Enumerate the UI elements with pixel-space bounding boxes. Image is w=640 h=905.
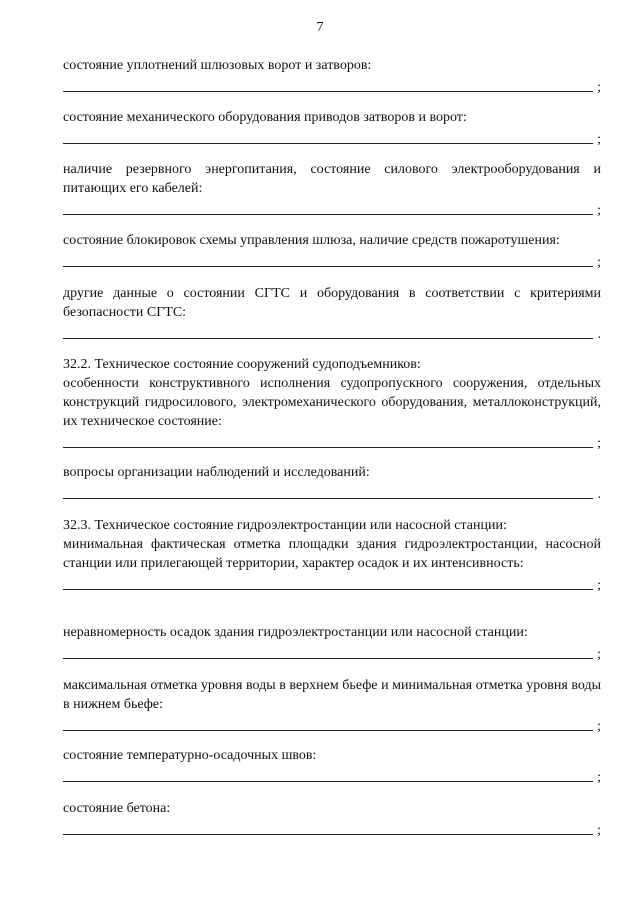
fill-in-line (63, 573, 601, 593)
fill-in-line (63, 642, 601, 662)
fill-in-line (63, 714, 601, 734)
underline (63, 730, 593, 731)
line-end-mark: . (597, 327, 601, 342)
field-backup-power (63, 160, 601, 218)
fill-in-line (63, 431, 601, 451)
line-end-mark: . (597, 487, 601, 502)
underline (63, 214, 593, 215)
field-other-data (63, 284, 601, 342)
line-end-mark: ; (597, 80, 601, 95)
underline (63, 266, 593, 267)
field-water-levels (63, 676, 601, 734)
field-label: максимальная отметка уровня воды в верхнем бьефе и минимальная отметка уровня воды в нижнем бьефе: (63, 678, 601, 712)
underline (63, 91, 593, 92)
fill-in-line (63, 75, 601, 95)
field-label: другие данные о состоянии СГТС и оборудования в соответствии с критериями безопасности СГТС: (63, 286, 601, 320)
underline (63, 338, 593, 339)
underline (63, 658, 593, 659)
section-heading: 32.3. Техническое состояние гидроэлектростанции или насосной станции: (63, 518, 507, 533)
fill-in-line (63, 818, 601, 838)
underline (63, 447, 593, 448)
line-end-mark: ; (597, 578, 601, 593)
underline (63, 781, 593, 782)
field-gate-seals (63, 56, 601, 95)
fill-in-line (63, 250, 601, 270)
field-observations (63, 463, 601, 502)
section-ship-lifts (63, 355, 601, 451)
line-end-mark: ; (597, 647, 601, 662)
field-uneven-settlement (63, 623, 601, 662)
field-label: состояние бетона: (63, 801, 171, 816)
field-concrete-condition (63, 799, 601, 838)
fill-in-line (63, 765, 601, 785)
field-label: состояние температурно-осадочных швов: (63, 748, 317, 763)
field-label: наличие резервного энергопитания, состояние силового электрооборудования и питающих его кабелей: (63, 162, 601, 196)
underline (63, 143, 593, 144)
underline (63, 589, 593, 590)
fill-in-line (63, 482, 601, 502)
line-end-mark: ; (597, 255, 601, 270)
section-heading: 32.2. Техническое состояние сооружений судоподъемников: (63, 357, 421, 372)
line-end-mark: ; (597, 823, 601, 838)
field-label: особенности конструктивного исполнения судопропускного сооружения, отдельных конструкций гидросилового, электромеханического оборудования, металлоконструкций, их техническое состояние: (63, 376, 601, 429)
underline (63, 834, 593, 835)
section-hydropower-station (63, 516, 601, 593)
page-number: 7 (316, 20, 324, 35)
field-label: состояние уплотнений шлюзовых ворот и затворов: (63, 58, 372, 73)
fill-in-line (63, 322, 601, 342)
fill-in-line (63, 198, 601, 218)
field-label: вопросы организации наблюдений и исследований: (63, 465, 370, 480)
field-mechanical-equipment (63, 108, 601, 147)
field-label: неравномерность осадок здания гидроэлектростанции или насосной станции: (63, 625, 528, 640)
field-lock-interlocks (63, 231, 601, 270)
underline (63, 498, 593, 499)
line-end-mark: ; (597, 719, 601, 734)
line-end-mark: ; (597, 132, 601, 147)
line-end-mark: ; (597, 770, 601, 785)
field-label: состояние блокировок схемы управления шлюза, наличие средств пожаротушения: (63, 233, 560, 248)
field-label: минимальная фактическая отметка площадки здания гидроэлектростанции, насосной станции или прилегающей территории, характер осадок и их интенсивность: (63, 537, 601, 571)
fill-in-line (63, 127, 601, 147)
line-end-mark: ; (597, 436, 601, 451)
line-end-mark: ; (597, 203, 601, 218)
field-expansion-joints (63, 746, 601, 785)
field-label: состояние механического оборудования приводов затворов и ворот: (63, 110, 467, 125)
